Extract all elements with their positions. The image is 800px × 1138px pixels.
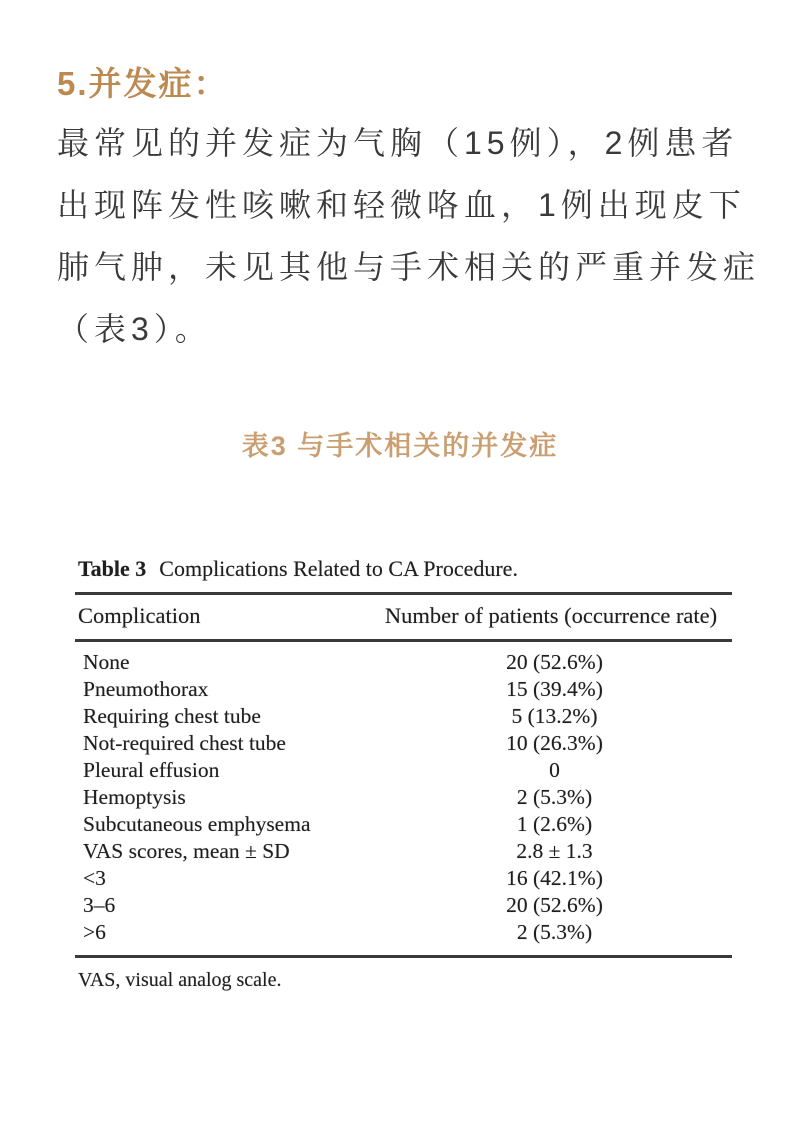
table-row (75, 649, 732, 676)
value-cell: 20 (52.6%) (506, 650, 603, 674)
complication-cell: 3–6 (83, 893, 116, 917)
table-row (75, 892, 732, 919)
table-row (75, 838, 732, 865)
value-cell: 10 (26.3%) (506, 731, 603, 755)
table-caption-chinese: 表3 与手术相关的并发症 (241, 431, 559, 461)
table-title (75, 556, 732, 582)
paragraph-line-4: （表3）。 (57, 311, 212, 347)
table-title-text: Complications Related to CA Procedure. (159, 556, 518, 581)
value-cell: 16 (42.1%) (506, 866, 603, 890)
body-paragraph (57, 112, 761, 360)
paragraph-line-1: 最常见的并发症为气胸（15例），2例患者 (57, 125, 739, 161)
complication-cell: Requiring chest tube (83, 704, 261, 728)
complication-cell: Not-required chest tube (83, 731, 286, 755)
table-row (75, 919, 732, 946)
complication-cell: Pleural effusion (83, 758, 220, 782)
paragraph-line-2: 出现阵发性咳嗽和轻微咯血，1例出现皮下 (57, 187, 746, 223)
section-heading: 5.并发症： (57, 65, 229, 102)
column-header-number-of-patients: Number of patients (occurrence rate) (384, 603, 718, 628)
value-cell: 5 (13.2%) (511, 704, 598, 728)
complication-cell: Pneumothorax (83, 677, 209, 701)
table-row (75, 757, 732, 784)
complication-cell: None (83, 650, 130, 674)
complication-cell: Subcutaneous emphysema (83, 812, 311, 836)
value-cell: 2 (5.3%) (516, 920, 593, 944)
value-cell: 2.8 ± 1.3 (516, 839, 593, 863)
value-cell: 0 (549, 758, 560, 782)
table-title-label: Table 3 (78, 556, 147, 581)
table-header-row (75, 592, 732, 642)
table-footnote: VAS, visual analog scale. (78, 969, 282, 991)
value-cell: 2 (5.3%) (516, 785, 593, 809)
table-row (75, 811, 732, 838)
table-row (75, 676, 732, 703)
complication-cell: Hemoptysis (83, 785, 186, 809)
column-header-complication: Complication (78, 603, 201, 628)
value-cell: 20 (52.6%) (506, 893, 603, 917)
table-row (75, 730, 732, 757)
table-row (75, 703, 732, 730)
value-cell: 1 (2.6%) (516, 812, 593, 836)
paragraph-line-3: 肺气肿，未见其他与手术相关的严重并发症 (57, 249, 761, 285)
value-cell: 15 (39.4%) (506, 677, 603, 701)
complication-cell: VAS scores, mean ± SD (83, 839, 290, 863)
table-row (75, 865, 732, 892)
table-body (75, 642, 732, 958)
complication-cell: >6 (83, 920, 106, 944)
table-row (75, 784, 732, 811)
complication-cell: <3 (83, 866, 106, 890)
table-figure (75, 556, 732, 992)
